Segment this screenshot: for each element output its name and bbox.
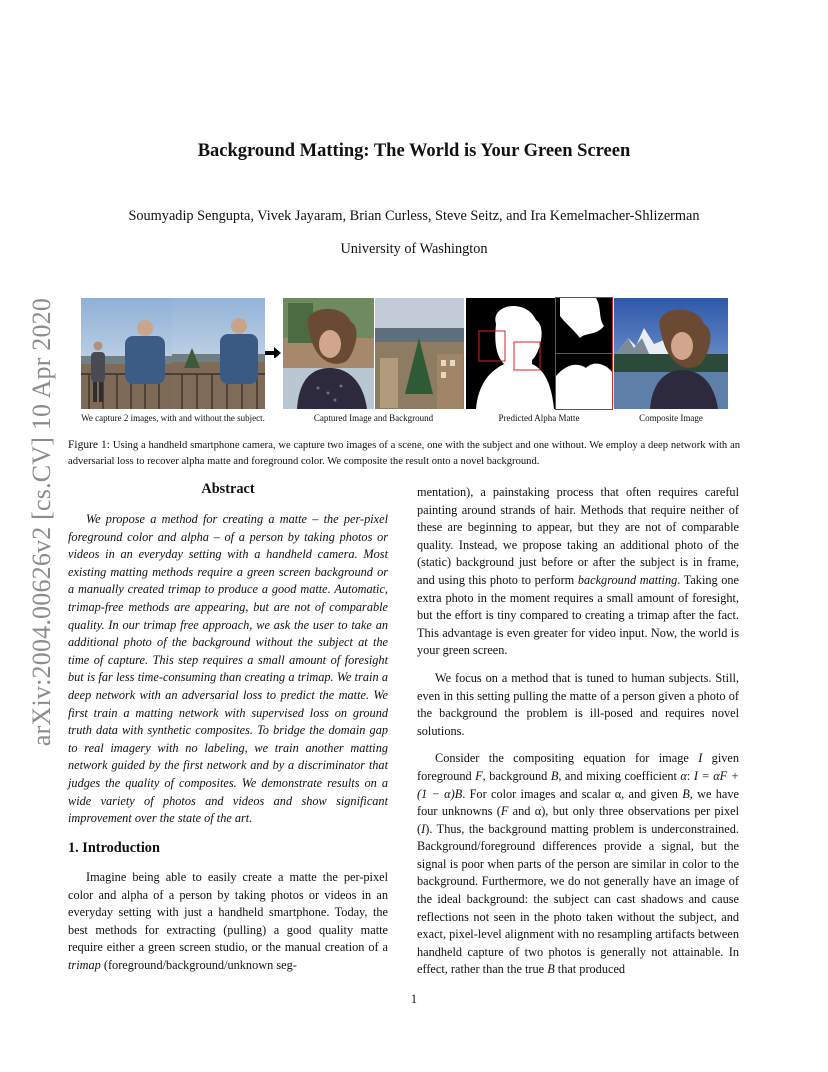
- arrow-right-icon: [265, 346, 281, 358]
- captured-background-photo: [375, 298, 464, 409]
- capture-photo-with-subject: [81, 298, 172, 409]
- figure-caption-alpha: Predicted Alpha Matte: [498, 413, 580, 423]
- abstract-heading: Abstract: [201, 481, 255, 497]
- arxiv-stamp: arXiv:2004.00626v2 [cs.CV] 10 Apr 2020: [27, 297, 56, 747]
- paper-title: Background Matting: The World is Your Green Screen: [197, 141, 631, 161]
- right-column: [417, 484, 739, 979]
- author-list: Soumyadip Sengupta, Vivek Jayaram, Brian Curless, Steve Seitz, and Ira Kemelmacher-Shlizerman: [128, 208, 700, 224]
- figure-caption-capture: We capture 2 images, with and without the subject.: [81, 413, 265, 423]
- abstract-text: [68, 511, 388, 828]
- alpha-matte-zoom-bottom: [556, 354, 612, 409]
- intro-paragraph-1-cont: mentation), a painstaking process that often requires careful painting around strands of hair. Methods that require neither of these are beginning to appear, but they are not of comparable quality. Instead, we propose taking an additional photo of the (static) background just before or after the subject is in frame, and using this photo to perform background matting. Taking one extra photo in the moment requires a small amount of foresight, but the effort is tiny compared to creating a trimap after the fact. This advantage is even greater for video input. Now, the world is your green screen.: [417, 485, 740, 658]
- figure-caption-composite: Composite Image: [639, 413, 703, 423]
- intro-paragraph-1-start: Imagine being able to easily create a matte the per-pixel color and alpha of a person by taking photos or videos in an everyday setting with just a handheld smartphone. Today, the best methods for extracting (pulling) a good quality matte require either a green screen studio, or the manual creation of a trimap (foreground/background/unknown seg-: [68, 870, 388, 972]
- intro-paragraph-2: We focus on a method that is tuned to human subjects. Still, even in this setting pulling the matte of a person given a photo of the background the problem is ill-posed and requires novel solutions.: [417, 670, 739, 738]
- affiliation: University of Washington: [340, 241, 488, 257]
- figure-caption: [68, 437, 740, 470]
- figure-caption-text: Using a handheld smartphone camera, we capture two images of a scene, one with the subject and one without. We employ a deep network with an adversarial loss to recover alpha matte and foreground color. We composite the result onto a novel background.: [68, 440, 740, 467]
- captured-image-photo: [283, 298, 374, 409]
- section-heading-introduction: 1. Introduction: [68, 840, 160, 856]
- split-text-left: (foreground/background/unknown seg-: [100, 957, 297, 972]
- abstract-paragraph: We propose a method for creating a matte – the per-pixel foreground color and alpha – of a person by taking photos or videos in an everyday setting with a handheld camera. Most existing matting methods require a green screen background or a manually created trimap to produce a good matte. Automatic, trimap-free methods are appearing, but are not of comparable quality. In our trimap free approach, we ask the user to take an additional photo of the background without the subject at the time of capture. This step requires a small amount of foresight but is far less time-consuming than creating a trimap. We train a deep network with an adversarial loss to predict the matte. We first train a matting network with supervised loss on ground truth data with synthetic composites. To bridge the domain gap to real imagery with no labeling, we train another matting network guided by the first network and by a discriminator that judges the quality of composites. We demonstrate results on a wide variety of photos and videos and show significant improvement over the state of the art.: [68, 512, 388, 826]
- alpha-matte-zoom-top: [556, 298, 612, 353]
- intro-paragraph-3: Consider the compositing equation for image I given foreground F, background B, and mixing coefficient α: I = αF + (1 − α)B. For color images and scalar α, and given B, we have four unknowns (F and α), but only three observations per pixel (I). Thus, the background matting problem is underconstrained. Background/foreground differences provide a signal, but the signal is poor when parts of the person are similar in color to the background. Furthermore, we do not generally have an image of the ideal background: the subject can cast shadows and cause reflections not seen in the photo taken without the subject, and exact, pixel-level alignment with no resampling artifacts between handheld capture of two photos is generally not attainable. In effect, rather than the true B that produced: [417, 751, 739, 977]
- composite-image-photo: [614, 298, 728, 409]
- page-number: 1: [410, 992, 418, 1006]
- figure-caption-captured: Captured Image and Background: [313, 413, 434, 423]
- figure-label: Figure 1:: [68, 439, 111, 451]
- alpha-matte-image: [466, 298, 555, 409]
- intro-left-column: [68, 869, 388, 975]
- capture-photo-background: [172, 298, 265, 409]
